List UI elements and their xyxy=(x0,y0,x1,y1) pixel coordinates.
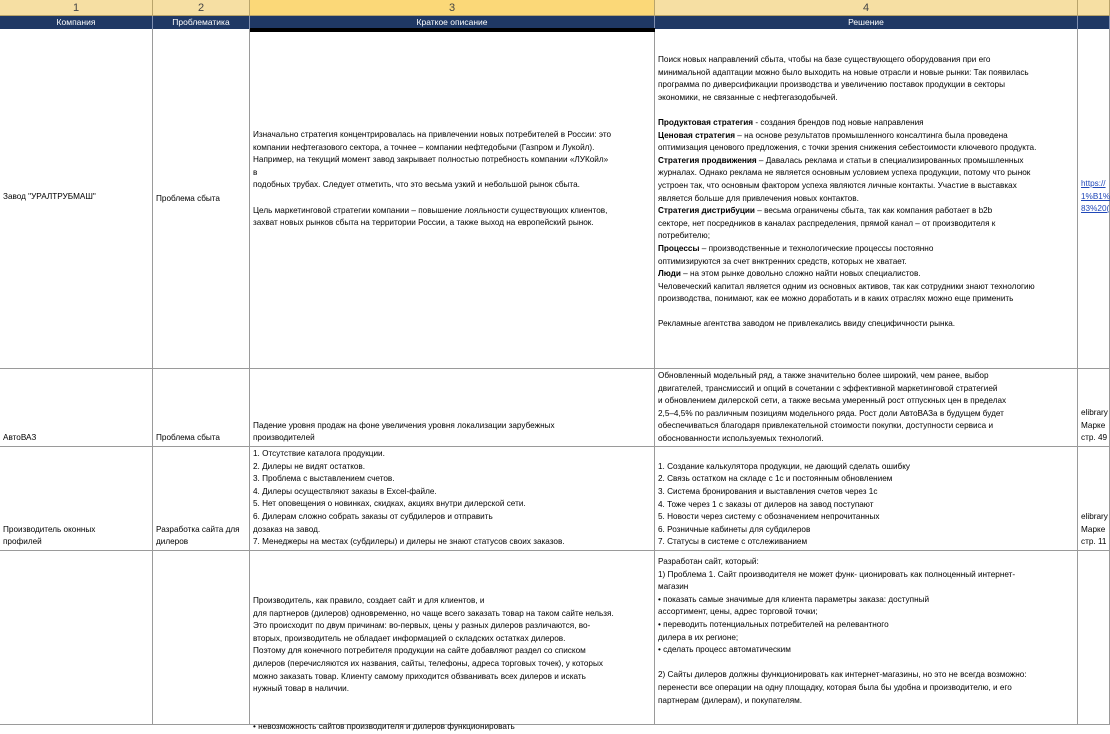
cell-description[interactable] xyxy=(250,29,655,369)
cell-company[interactable] xyxy=(0,447,153,551)
company-name: АвтоВАЗ xyxy=(3,433,37,443)
solution-line: Процессы – производственные и технологические процессы постоянно xyxy=(658,243,934,253)
cell-description[interactable] xyxy=(250,369,655,447)
column-header-1[interactable]: 1 xyxy=(0,0,153,16)
solution-heading: Стратегия дистрибуции xyxy=(658,206,755,216)
header-description[interactable]: Краткое описание xyxy=(250,16,655,29)
solution-line: • показать самые значимые для клиента параметры заказа: доступный xyxy=(658,594,930,604)
cell-solution[interactable] xyxy=(655,369,1078,447)
solution-line: 1. Создание калькулятора продукции, не дающий сделать ошибку xyxy=(658,461,910,471)
solution-heading: Люди xyxy=(658,269,681,279)
solution-text xyxy=(658,461,1075,549)
solution-line: оптимизация ценового предложения, с точки зрения снижения себестоимости ключевого продукта. xyxy=(658,143,1037,153)
solution-line: оптимизируются за счет внктренних средств, которых не хватает. xyxy=(658,256,907,266)
cell-problem[interactable] xyxy=(153,29,250,369)
solution-line: 6. Розничные кабинеты для субдилеров xyxy=(658,524,811,534)
solution-line: перенести все операции на одну площадку, которая была бы удобна и производителю, и его xyxy=(658,682,1012,692)
solution-line: Ценовая стратегия – на основе результатов промышленного консалтинга была проведена xyxy=(658,130,1008,140)
company-name: Завод "УРАЛТРУБМАШ" xyxy=(3,192,96,201)
solution-line: Обновленный модельный ряд, а также значительно более широкий, чем ранее, выбор xyxy=(658,371,989,380)
problem-text: Проблема сбыта xyxy=(156,194,220,203)
header-problem[interactable]: Проблематика xyxy=(153,16,250,29)
cell-company[interactable] xyxy=(0,29,153,369)
column-header-5[interactable] xyxy=(1078,0,1110,16)
solution-line: 1) Проблема 1. Сайт производителя не может функ- ционировать как полноценный интернет- xyxy=(658,569,1016,579)
solution-line: Поиск новых направлений сбыта, чтобы на базе существующего оборудования при его xyxy=(658,55,991,64)
solution-line: программа по диверсификации производства и увеличению поставок продукции в секторы xyxy=(658,80,1005,90)
solution-heading: Стратегия продвижения xyxy=(658,155,757,165)
solution-line: секторе, нет посредников в каналах распределения, прямой канал – от производителя к xyxy=(658,218,996,228)
column-header-3[interactable]: 3 xyxy=(250,0,655,16)
source-text: elibrary Марке стр. 49 xyxy=(1081,408,1108,443)
solution-text xyxy=(658,370,1075,446)
source-text: elibrary Марке стр. 11 xyxy=(1081,512,1108,547)
solution-line: магазин xyxy=(658,582,689,592)
cell-description[interactable] xyxy=(250,551,655,731)
solution-line: экономики, не связанные с нефтегазодобычей. xyxy=(658,92,838,102)
problem-text: Разработка сайта для дилеров xyxy=(156,524,240,547)
solution-line: Человеческий капитал является одним из основных активов, так как сотрудники знают технологию xyxy=(658,281,1035,291)
solution-line: устроен так, что основным фактором успеха являются личные контакты. Участие в выставках xyxy=(658,180,1017,190)
solution-line: 2,5–4,5% по различным позициям модельного ряда. Рост доли АвтоВАЗа в будущем будет xyxy=(658,408,1004,418)
solution-text xyxy=(658,556,1075,707)
solution-line: обоснованности используемых технологий. xyxy=(658,433,824,443)
cell-company[interactable] xyxy=(0,551,153,725)
solution-line: • переводить потенциальных потребителей на релевантного xyxy=(658,619,889,629)
solution-line: дилера в их регионе; xyxy=(658,632,739,642)
solution-line: 5. Новости через систему с обозначением непрочитанных xyxy=(658,512,880,522)
header-company[interactable]: Компания xyxy=(0,16,153,29)
column-header-4[interactable]: 4 xyxy=(655,0,1078,16)
solution-line: Продуктовая стратегия - создания брендов под новые направления xyxy=(658,117,924,127)
solution-line: Стратегия продвижения – Давалась реклама и статьи в специализированных промышленных xyxy=(658,155,1024,165)
solution-line: партнерам (дилерам), и покупателям. xyxy=(658,695,803,705)
cell-solution[interactable] xyxy=(655,29,1078,369)
solution-heading: Процессы xyxy=(658,243,700,253)
cell-source[interactable] xyxy=(1078,369,1110,447)
solution-line: 7. Статусы в системе с отслеживанием xyxy=(658,537,808,547)
solution-line: • сделать процесс автоматическим xyxy=(658,645,791,655)
header-solution[interactable]: Решение xyxy=(655,16,1078,29)
problem-text: Проблема сбыта xyxy=(156,433,220,443)
cell-solution[interactable] xyxy=(655,447,1078,551)
solution-line: Люди – на этом рынке довольно сложно найти новых специалистов. xyxy=(658,269,921,279)
solution-line xyxy=(658,657,1075,670)
solution-line: Разработан сайт, который: xyxy=(658,557,759,566)
cell-problem[interactable] xyxy=(153,369,250,447)
solution-line: 2. Связь остатком на складе с 1с и постоянным обновлением xyxy=(658,474,893,484)
solution-line: 3. Система бронирования и выставления счетов через 1с xyxy=(658,487,878,497)
solution-line: потребителю; xyxy=(658,231,710,241)
cell-solution[interactable] xyxy=(655,551,1078,725)
solution-line: двигателей, трансмиссий и опций в сочетании с эффективной маркетинговой стратегией xyxy=(658,383,998,393)
solution-line: минимальной адаптации можно было выходить на новые отрасли и новые рынки: Так появилась xyxy=(658,67,1029,77)
solution-line: производства, понимают, как ее можно доработать и в каких отраслях можно еще применить xyxy=(658,294,1014,304)
column-header-2[interactable]: 2 xyxy=(153,0,250,16)
description-text: 1. Отсутствие каталога продукции. 2. Дилеры не видят остатков. 3. Проблема с выставлением счетов. 4. Дилеры осуществляют заказы в Excel-файле. 5. Нет оповещения о новинках, скидках, акциях внутри дилерской сети. 6. Дилерам сложно собрать заказы от субдилеров и отправить дозаказ на завод. 7. Менеджеры на местах (субдилеры) и дилеры не знают статусов своих заказов. xyxy=(253,449,565,547)
cell-company[interactable] xyxy=(0,369,153,447)
company-name: Производитель оконных профилей xyxy=(3,524,96,547)
header-source[interactable] xyxy=(1078,16,1110,29)
solution-heading: Продуктовая стратегия xyxy=(658,117,754,127)
cell-problem[interactable] xyxy=(153,551,250,725)
cell-description[interactable] xyxy=(250,447,655,551)
cell-problem[interactable] xyxy=(153,447,250,551)
solution-line: обеспечиваться благодаря привлекательной стоимости покупки, доступности сервиса и xyxy=(658,421,994,431)
cell-source[interactable] xyxy=(1078,447,1110,551)
solution-line: ассортимент, цены, адрес торговой точки; xyxy=(658,607,818,617)
cell-source[interactable] xyxy=(1078,551,1110,725)
cell-source[interactable] xyxy=(1078,29,1110,369)
solution-heading: Ценовая стратегия xyxy=(658,130,736,140)
solution-line: и обновлением дилерской сети, а также весьма умеренный рост отпускных цен в пределах xyxy=(658,396,1007,406)
solution-line: 2) Сайты дилеров должны функционировать как интернет-магазины, но это не всегда возможно: xyxy=(658,670,1027,680)
description-text: Производитель, как правило, создает сайт и для клиентов, и для партнеров (дилеров) одновременно, но чаще всего заказать товар на таком сайте нельзя. Это происходит по двум причинам: во-первых, цены у разных дилеров различаются, во- вторых, производитель не обладает информацией о складских остатках дилеров. Поэтому для конечного потребителя продукции на сайте добавляют раздел со списком дилеров (перечисляются их названия, сайты, телефоны, адреса торговых точек), у которых можно заказать товар. Клиенту самому приходится обзванивать всех дилеров и искать нужный товар в наличии. • невозможность сайтов производителя и дилеров функционировать xyxy=(253,596,614,731)
solution-line: Рекламные агентства заводом не привлекались ввиду специфичности рынка. xyxy=(658,319,956,329)
solution-line: журналах. Однако реклама не является основным условием успеха продукции, потому что рынок xyxy=(658,168,1031,178)
description-text: Падение уровня продаж на фоне увеличения уровня локализации зарубежных производителей xyxy=(253,420,555,443)
description-text: Изначально стратегия концентрировалась на привлечении новых потребителей в России: это компании нефтегазового сектора, а точнее – компании нефтедобычи (Газпром и Лукойл). Например, на текущий момент завод закрывает полностью потребность компании «ЛУКойл» в подобных трубах. Следует отметить, что это весьма узкий и небольшой рынок сбыта. Цель маркетинговой стратегии компании – повышение лояльности существующих клиентов, захват новых рынков сбыта на территории России, а также выход на европейский рынок. xyxy=(253,130,612,228)
source-link[interactable]: https:// 1%B1% 83%20( xyxy=(1081,179,1110,214)
solution-line xyxy=(658,306,1075,319)
solution-line: Стратегия дистрибуции – весьма ограничены сбыта, так как компания работает в b2b xyxy=(658,206,993,216)
solution-line: является больше для привлечения новых контактов. xyxy=(658,193,859,203)
solution-line xyxy=(658,104,1075,117)
solution-line: 4. Тоже через 1 с заказы от дилеров на завод поступают xyxy=(658,499,874,509)
solution-text xyxy=(658,54,1075,331)
